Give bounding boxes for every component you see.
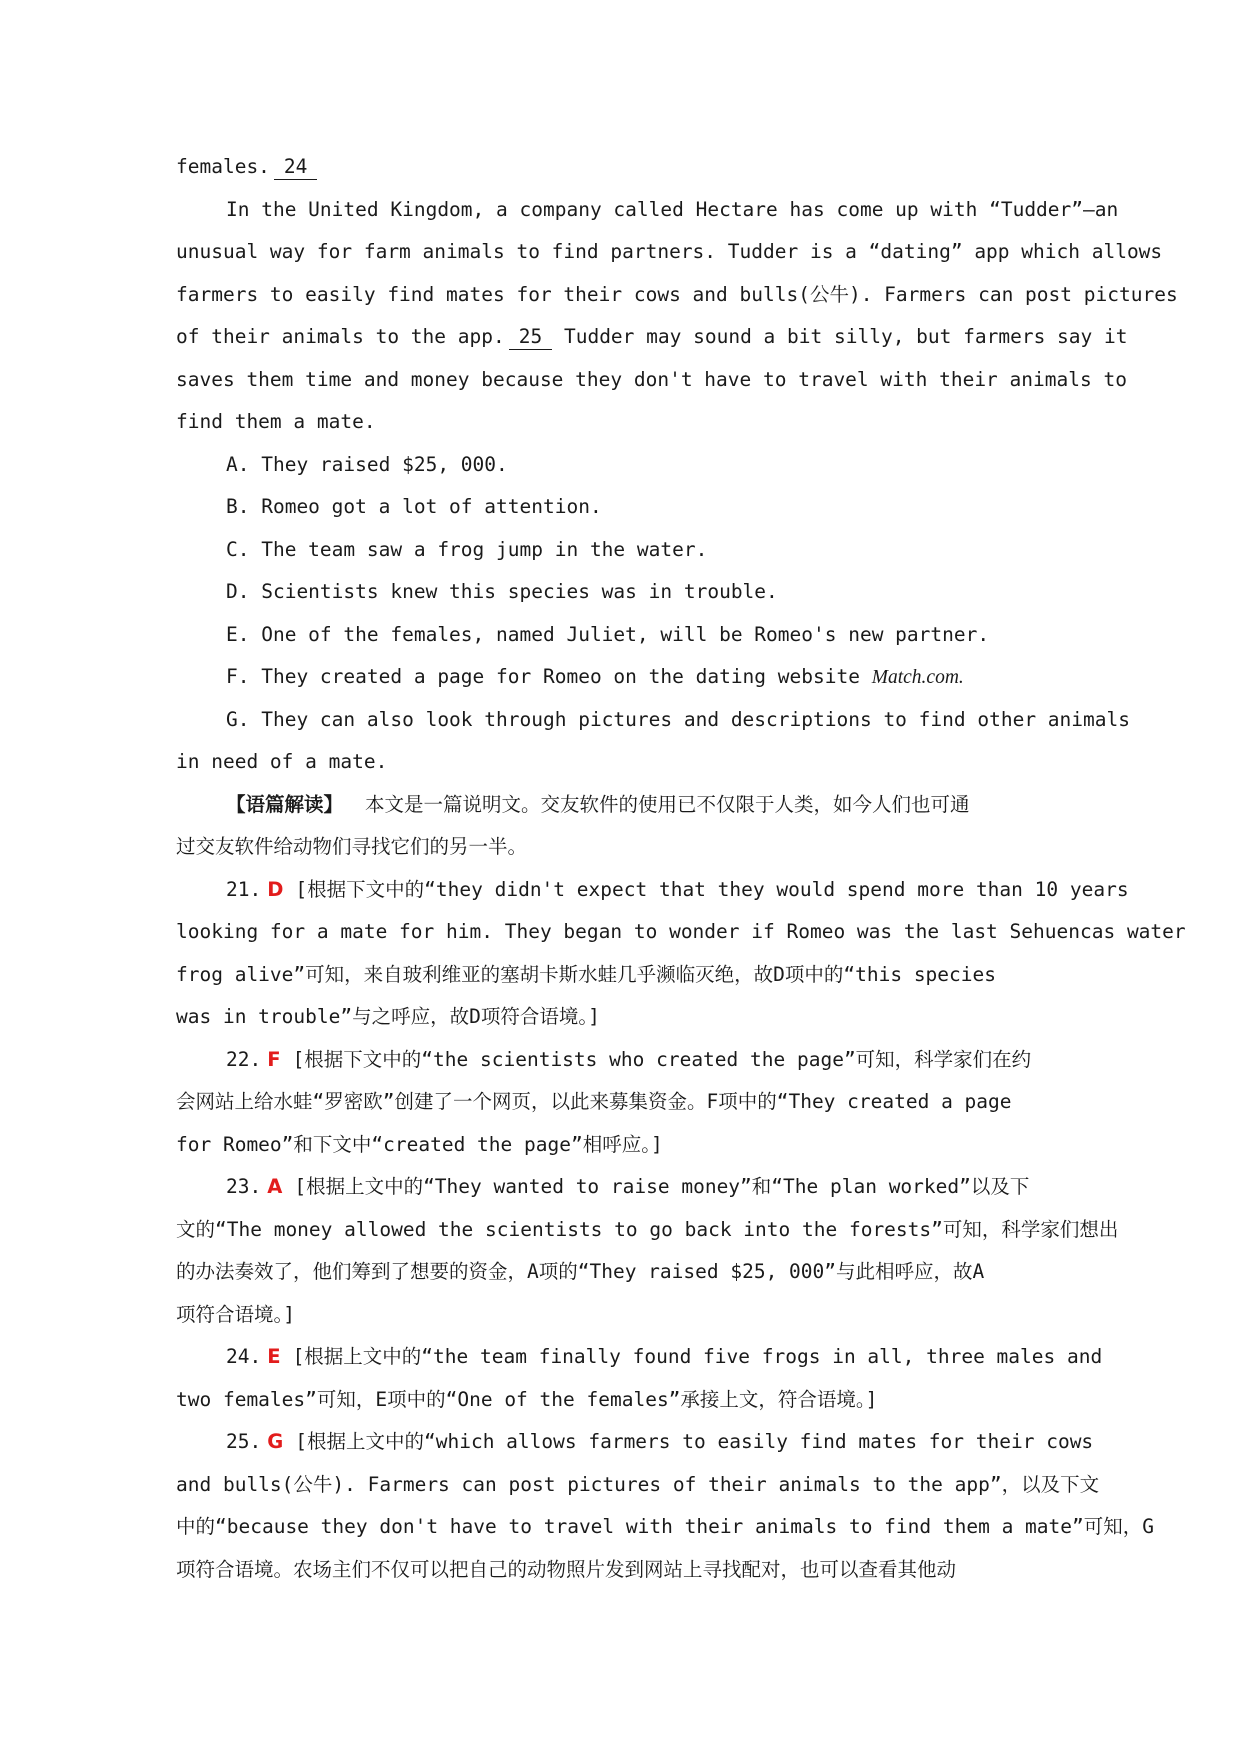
explanation-text: [根据下文中的“they didn't expect that they would spend more than 10 years xyxy=(295,877,1129,901)
explanation-text: [根据上文中的“the team finally found five frogs in all, three males and xyxy=(292,1345,1103,1368)
question-number: 25. xyxy=(226,1430,262,1453)
passage-line-0 xyxy=(176,146,1116,189)
explanation-text: 的办法奏效了，他们筹到了想要的资金，A项的“They raised $25, 000”与此相呼应，故A xyxy=(176,1260,985,1283)
passage-text: females. xyxy=(176,155,270,178)
explanation-25 xyxy=(176,1421,1116,1464)
option-a: A. They raised $25, 000. xyxy=(226,452,508,476)
explanation-21 xyxy=(176,869,1129,912)
explanation-text: and bulls(公牛). Farmers can post pictures of their animals to the app”，以及下文 xyxy=(176,1472,1100,1496)
answer-letter: F xyxy=(267,1047,281,1071)
explanation-text: 会网站上给水蛙“罗密欧”创建了一个网页，以此来募集资金。F项中的“They created a page xyxy=(176,1090,1012,1113)
question-number: 24. xyxy=(226,1345,262,1368)
option-g-continued: in need of a mate. xyxy=(176,750,388,773)
explanation-text: [根据下文中的“the scientists who created the page”可知，科学家们在约 xyxy=(292,1047,1032,1071)
passage-line: saves them time and money because they don't have to travel with their animals to xyxy=(176,367,1127,391)
explanation-text: 项符合语境。农场主们不仅可以把自己的动物照片发到网站上寻找配对，也可以查看其他动 xyxy=(176,1557,957,1581)
explanation-text: 文的“The money allowed the scientists to go back into the forests”可知，科学家们想出 xyxy=(176,1217,1119,1241)
analysis-text: 本文是一篇说明文。交友软件的使用已不仅限于人类，如今人们也可通 xyxy=(365,792,970,816)
passage-text: of their animals to the app. xyxy=(176,325,505,348)
passage-line: In the United Kingdom, a company called Hectare has come up with “Tudder”—an xyxy=(226,197,1119,221)
explanation-text: was in trouble”与之呼应，故D项符合语境。] xyxy=(176,1005,600,1028)
document-page xyxy=(176,146,1186,1591)
blank-24: 24 xyxy=(274,155,317,180)
blank-25: 25 xyxy=(509,325,552,350)
analysis-line xyxy=(176,784,1116,827)
answer-letter: A xyxy=(267,1175,283,1198)
explanation-text: two females”可知，E项中的“One of the females”承接上文，符合语境。] xyxy=(176,1387,878,1411)
passage-line: farmers to easily find mates for their cows and bulls(公牛). Farmers can post pictures xyxy=(176,282,1178,306)
website-name: Match.com. xyxy=(871,667,964,688)
question-number: 21. xyxy=(226,877,262,901)
option-f xyxy=(176,656,1116,699)
explanation-text: 中的“because they don't have to travel with their animals to find them a mate”可知，G xyxy=(176,1515,1154,1538)
answer-letter: E xyxy=(267,1345,281,1368)
question-number: 23. xyxy=(226,1175,262,1198)
explanation-23 xyxy=(176,1166,1116,1209)
explanation-text: for Romeo”和下文中“created the page”相呼应。] xyxy=(176,1132,663,1156)
explanation-22 xyxy=(176,1039,1116,1082)
passage-line xyxy=(176,316,1128,359)
question-number: 22. xyxy=(226,1047,262,1071)
option-text: F. They created a page for Romeo on the dating website xyxy=(226,665,860,688)
explanation-text: looking for a mate for him. They began to wonder if Romeo was the last Sehuencas water xyxy=(176,920,1186,943)
option-b: B. Romeo got a lot of attention. xyxy=(226,495,602,518)
analysis-line: 过交友软件给动物们寻找它们的另一半。 xyxy=(176,835,528,858)
passage-line: unusual way for farm animals to find partners. Tudder is a “dating” app which allows xyxy=(176,240,1163,263)
analysis-tag: 【语篇解读】 xyxy=(226,792,344,816)
option-g: G. They can also look through pictures and descriptions to find other animals xyxy=(226,707,1130,731)
passage-text: Tudder may sound a bit silly, but farmers say it xyxy=(563,325,1128,348)
explanation-text: [根据上文中的“They wanted to raise money”和“The plan worked”以及下 xyxy=(294,1175,1030,1198)
explanation-24 xyxy=(176,1336,1116,1379)
answer-letter: D xyxy=(267,877,284,901)
explanation-text: frog alive”可知，来自玻利维亚的塞胡卡斯水蛙几乎濒临灭绝，故D项中的“this species xyxy=(176,962,997,986)
option-c: C. The team saw a frog jump in the water. xyxy=(226,537,708,561)
explanation-text: [根据上文中的“which allows farmers to easily find mates for their cows xyxy=(295,1430,1094,1453)
option-d: D. Scientists knew this species was in trouble. xyxy=(226,580,778,603)
passage-line: find them a mate. xyxy=(176,410,376,433)
explanation-text: 项符合语境。] xyxy=(176,1302,295,1326)
option-e: E. One of the females, named Juliet, will be Romeo's new partner. xyxy=(226,622,990,646)
answer-letter: G xyxy=(267,1430,284,1453)
